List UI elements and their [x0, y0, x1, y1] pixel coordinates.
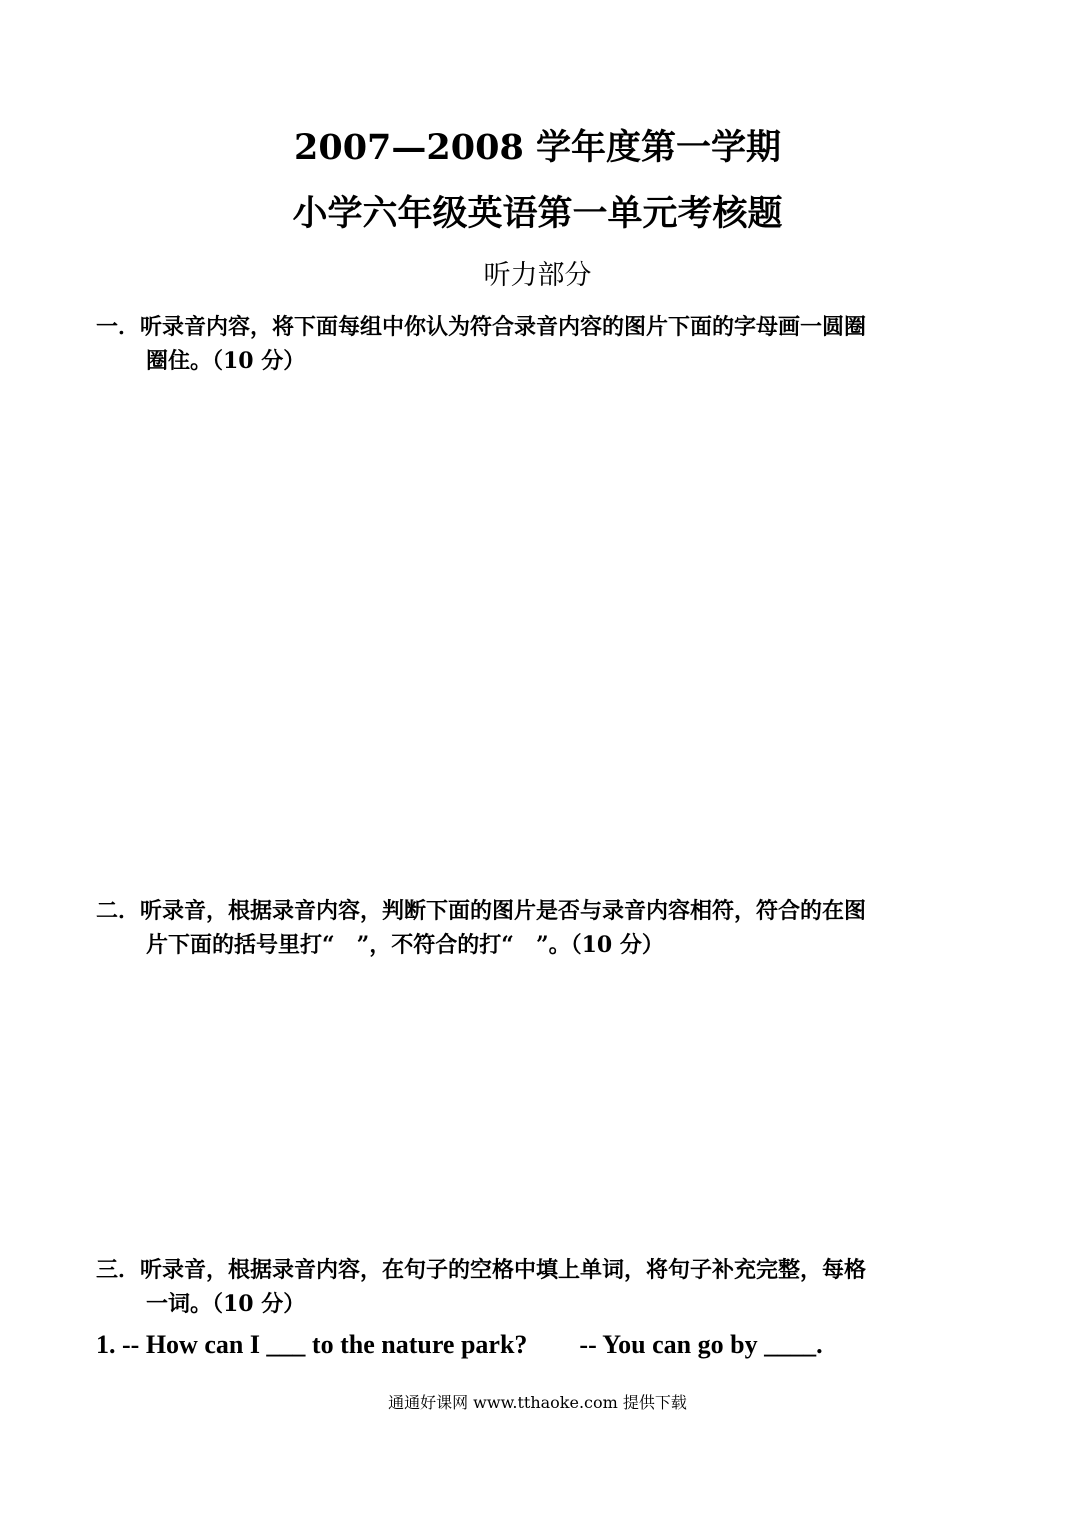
section-2-instructions [96, 894, 986, 962]
section-2-line-1: 二．听录音，根据录音内容，判断下面的图片是否与录音内容相符，符合的在图 [96, 898, 867, 924]
title-school-year: 2007—2008 学年度第一学期 [293, 127, 781, 168]
section-3-line-2: 一词。（10 分） [146, 1291, 306, 1317]
title-exam-name: 小学六年级英语第一单元考核题 [292, 193, 783, 234]
question-1-answer: -- You can go by ____. [579, 1330, 823, 1359]
section-1-instructions [96, 310, 986, 378]
section-3-instructions [96, 1253, 986, 1321]
section-1-line-1: 一．听录音内容，将下面每组中你认为符合录音内容的图片下面的字母画一圆圈 [96, 314, 867, 340]
section-2-line-2: 片下面的括号里打“ ”，不符合的打“ ”。（10 分） [146, 932, 664, 958]
question-1-prompt: 1. -- How can I ___ to the nature park? [96, 1330, 528, 1359]
footer-source: 通通好课网 www.tthaoke.com 提供下载 [388, 1393, 687, 1412]
section-3-line-1: 三．听录音，根据录音内容，在句子的空格中填上单词，将句子补充完整，每格 [96, 1257, 867, 1283]
section-1-line-2: 圈住。（10 分） [146, 348, 306, 374]
question-1 [96, 1326, 996, 1364]
subtitle-listening-part: 听力部分 [483, 260, 592, 291]
